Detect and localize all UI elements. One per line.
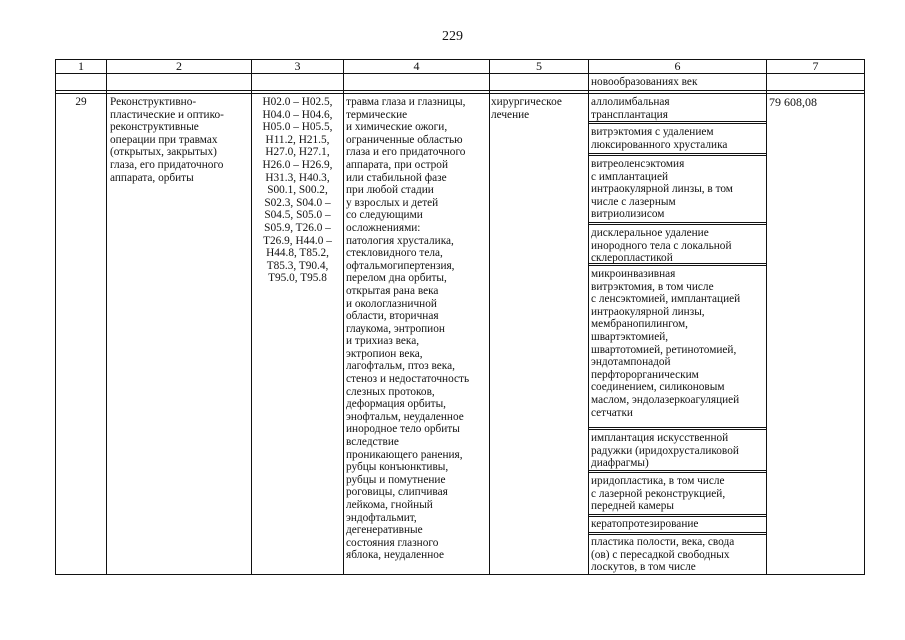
method-item: дисклеральное удаление инородного тела с локальной склеропластикой [591,227,732,265]
patient-model-cell: травма глаза и глазницы, термические и химические ожоги, ограниченные областью глаза и его придаточного аппарата, при острой или стабильной фазе при любой стадии у взрослых и детей со следующими осложнениями: патология хрусталика, стекловидного тела, офтальмогипертензия, перелом дна орбиты, открытая рана века и окологлазничной области, вторичная глаукома, энтропион и трихиаз века, эктропион века, лагофтальм, птоз века, стеноз и недостаточность слезных протоков, деформация орбиты, энофтальм, неудаленное инородное тело орбиты вследствие проникающего ранения, рубцы конъюнктивы, рубцы и помутнение роговицы, слипчивая лейкома, гнойный эндофтальмит, дегенеративные состояния глазного яблока, неудаленное [346,96,470,562]
method-separator-3b [588,224,766,225]
method-item: аллолимбальная трансплантация [591,96,670,121]
method-item: микроинвазивная витрэктомия, в том числе с ленсэктомией, имплантацией интраокулярной линзы, мембранопилингом, швартэктомией, швартотомией, ретинотомией, эндотампонадой перфторорганическим соединением, силиконовым маслом, эндолазеркоагуляцией сетчатки [591,268,741,419]
method-separator-5b [588,429,766,430]
column-header-5: 5 [536,59,542,73]
row-number: 29 [75,96,87,108]
table-border-bottom [55,574,865,575]
column-line-0 [55,59,56,575]
column-line-5 [588,59,589,575]
method-separator-2 [588,153,766,154]
method-item: иридопластика, в том числе с лазерной реконструкцией, передней камеры [591,475,726,513]
procedure-name-cell: Реконструктивно- пластические и оптико- реконструктивные операции при травмах (открытых, закрытых) глаза, его придаточного аппарата, орбиты [110,96,224,184]
method-item: кератопротезирование [591,518,699,530]
column-line-6 [766,59,767,575]
method-separator-7 [588,514,766,515]
method-separator-5 [588,427,766,428]
method-item: витреоленсэктомия с имплантацией интраокулярной линзы, в том числе с лазерным витриолизисом [591,158,733,221]
page-number: 229 [442,29,463,44]
header-bottom-line [55,73,865,74]
treatment-type-cell: хирургическое лечение [491,96,562,121]
column-header-7: 7 [812,59,819,73]
method-item: пластика полости, века, свода (ов) с пересадкой свободных лоскутов, в том числе [591,536,735,574]
method-item: имплантация искусственной радужки (иридохрусталиковой диафрагмы) [591,432,739,470]
column-line-1 [106,59,107,575]
continuation-row-bottom-line [55,90,865,91]
column-header-4: 4 [413,59,420,73]
cost-cell: 79 608,08 [769,95,817,109]
method-separator-7b [588,516,766,517]
method-separator-2b [588,155,766,156]
row-29-top-line [55,93,865,94]
method-separator-6 [588,470,766,471]
column-header-2: 2 [176,59,182,73]
column-line-7 [864,59,865,575]
method-separator-8 [588,532,766,533]
column-header-6: 6 [674,59,681,73]
method-separator-8b [588,534,766,535]
column-line-4 [489,59,490,575]
column-header-3: 3 [294,59,301,73]
method-item: витрэктомия с удалением люксированного хрусталика [591,126,728,151]
column-header-1: 1 [78,59,84,73]
continuation-method-cell: новообразованиях век [591,76,698,88]
method-separator-6b [588,472,766,473]
icd-codes-cell: H02.0 – H02.5, H04.0 – H04.6, H05.0 – H05.5, H11.2, H21.5, H27.0, H27.1, H26.0 – H26.9, H31.3, H40.3, S00.1, S00.2, S02.3, S04.0 – S04.5, S05.0 – S05.9, T26.0 – T26.9, H44.0 – H44.8, T85.2, T85.3, T90.4, T95.0, T95.8 [262,96,333,285]
method-separator-4b [588,265,766,266]
column-line-3 [343,59,344,575]
method-separator-3 [588,222,766,223]
method-separator-1b [588,123,766,124]
